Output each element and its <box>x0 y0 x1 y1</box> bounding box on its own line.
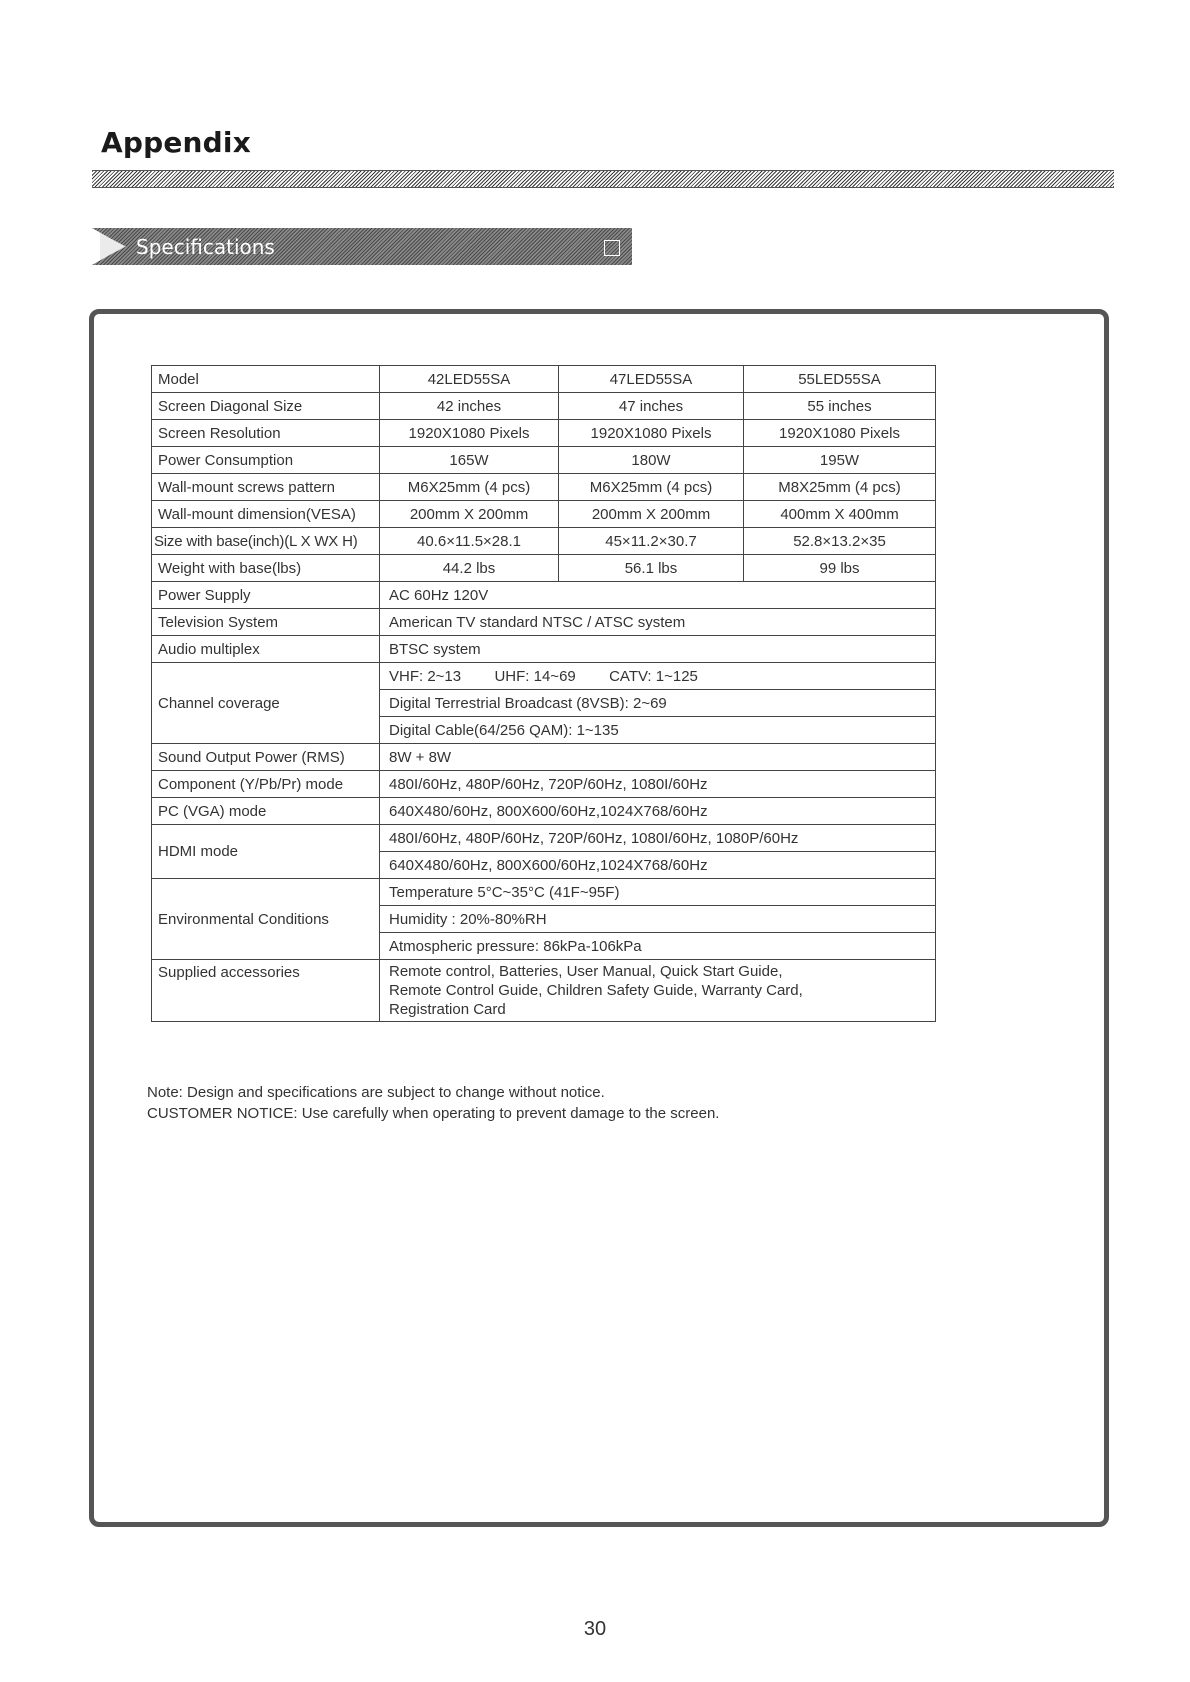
title-divider <box>92 170 1114 188</box>
row-label: Wall-mount dimension(VESA) <box>152 501 380 528</box>
table-row <box>152 609 936 636</box>
cell-value: VHF: 2~13 UHF: 14~69 CATV: 1~125 <box>380 663 936 690</box>
row-label: Supplied accessories <box>152 960 380 1022</box>
cell-value: Digital Cable(64/256 QAM): 1~135 <box>380 717 936 744</box>
row-label: Wall-mount screws pattern <box>152 474 380 501</box>
page-title: Appendix <box>101 126 251 159</box>
cell-value: 165W <box>380 447 559 474</box>
section-title: Specifications <box>136 235 275 259</box>
table-row <box>152 393 936 420</box>
cell-value: Digital Terrestrial Broadcast (8VSB): 2~69 <box>380 690 936 717</box>
cell-value: M8X25mm (4 pcs) <box>744 474 936 501</box>
row-label: Power Supply <box>152 582 380 609</box>
table-row <box>152 825 936 852</box>
cell-value: Humidity : 20%-80%RH <box>380 906 936 933</box>
cell-value: 200mm X 200mm <box>559 501 744 528</box>
cell-value: 99 lbs <box>744 555 936 582</box>
cell-value: 44.2 lbs <box>380 555 559 582</box>
model-name: 42LED55SA <box>380 366 559 393</box>
cell-value: 55 inches <box>744 393 936 420</box>
cell-value: 640X480/60Hz, 800X600/60Hz,1024X768/60Hz <box>380 852 936 879</box>
accessories-line: Remote Control Guide, Children Safety Guide, Warranty Card, <box>389 982 803 999</box>
cell-value: 180W <box>559 447 744 474</box>
notes <box>147 1082 719 1124</box>
customer-notice: CUSTOMER NOTICE: Use carefully when operating to prevent damage to the screen. <box>147 1105 720 1122</box>
row-label: Television System <box>152 609 380 636</box>
cell-value: M6X25mm (4 pcs) <box>559 474 744 501</box>
cell-value: 200mm X 200mm <box>380 501 559 528</box>
cell-value: Atmospheric pressure: 86kPa-106kPa <box>380 933 936 960</box>
cell-value: 52.8×13.2×35 <box>744 528 936 555</box>
table-row <box>152 447 936 474</box>
row-label: Sound Output Power (RMS) <box>152 744 380 771</box>
note-line: Note: Design and specifications are subject to change without notice. <box>147 1084 605 1101</box>
cell-value: 1920X1080 Pixels <box>380 420 559 447</box>
cell-value: M6X25mm (4 pcs) <box>380 474 559 501</box>
cell-value: 195W <box>744 447 936 474</box>
cell-value <box>380 960 936 1022</box>
table-row <box>152 582 936 609</box>
model-name: 55LED55SA <box>744 366 936 393</box>
page-number: 30 <box>583 1618 607 1640</box>
row-label: Screen Resolution <box>152 420 380 447</box>
cell-value: 480I/60Hz, 480P/60Hz, 720P/60Hz, 1080I/60Hz, 1080P/60Hz <box>380 825 936 852</box>
table-row <box>152 744 936 771</box>
table-row <box>152 528 936 555</box>
table-row <box>152 420 936 447</box>
row-label: Weight with base(lbs) <box>152 555 380 582</box>
cell-value: 47 inches <box>559 393 744 420</box>
square-icon <box>604 240 620 256</box>
cell-value: 1920X1080 Pixels <box>744 420 936 447</box>
row-label: HDMI mode <box>152 825 380 879</box>
accessories-line: Remote control, Batteries, User Manual, Quick Start Guide, <box>389 963 783 980</box>
accessories-line: Registration Card <box>389 1001 506 1018</box>
row-label: Size with base(inch)(L X WX H) <box>152 528 380 555</box>
cell-value: BTSC system <box>380 636 936 663</box>
cell-value: 45×11.2×30.7 <box>559 528 744 555</box>
cell-value: 1920X1080 Pixels <box>559 420 744 447</box>
table-row <box>152 879 936 906</box>
row-label: PC (VGA) mode <box>152 798 380 825</box>
table-row <box>152 798 936 825</box>
row-label: Screen Diagonal Size <box>152 393 380 420</box>
table-row <box>152 960 936 1022</box>
cell-value: AC 60Hz 120V <box>380 582 936 609</box>
cell-value: 400mm X 400mm <box>744 501 936 528</box>
row-label: Environmental Conditions <box>152 879 380 960</box>
cell-value: 56.1 lbs <box>559 555 744 582</box>
cell-value: American TV standard NTSC / ATSC system <box>380 609 936 636</box>
cell-value: 640X480/60Hz, 800X600/60Hz,1024X768/60Hz <box>380 798 936 825</box>
table-row <box>152 663 936 690</box>
cell-value: Temperature 5°C~35°C (41F~95F) <box>380 879 936 906</box>
cell-value: 42 inches <box>380 393 559 420</box>
table-row <box>152 501 936 528</box>
row-label: Channel coverage <box>152 663 380 744</box>
row-label: Power Consumption <box>152 447 380 474</box>
table-row <box>152 366 936 393</box>
table-row <box>152 474 936 501</box>
row-label: Model <box>152 366 380 393</box>
model-name: 47LED55SA <box>559 366 744 393</box>
table-row <box>152 555 936 582</box>
cell-value: 40.6×11.5×28.1 <box>380 528 559 555</box>
table-row <box>152 771 936 798</box>
cell-value: 8W + 8W <box>380 744 936 771</box>
cell-value: 480I/60Hz, 480P/60Hz, 720P/60Hz, 1080I/60Hz <box>380 771 936 798</box>
row-label: Audio multiplex <box>152 636 380 663</box>
row-label: Component (Y/Pb/Pr) mode <box>152 771 380 798</box>
table-row <box>152 636 936 663</box>
specifications-table <box>151 365 936 1022</box>
